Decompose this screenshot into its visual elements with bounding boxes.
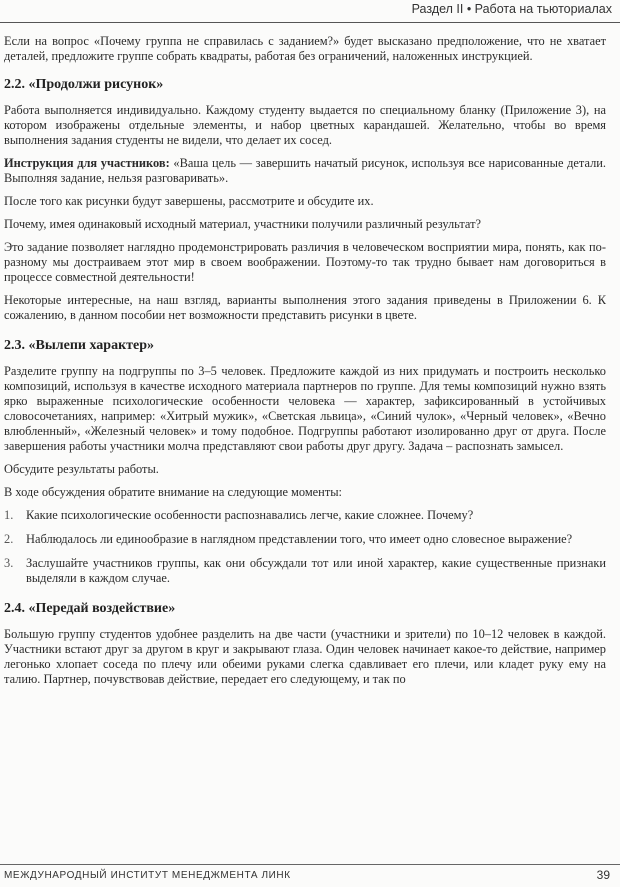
section-2-2-heading: 2.2. «Продолжи рисунок» — [4, 77, 164, 92]
page-header — [0, 0, 620, 23]
list-item — [4, 556, 606, 586]
section-2-3-paragraph-3: В ходе обсуждения обратите внимание на следующие моменты: — [4, 485, 343, 499]
instruction-text: «Ваша цель — завершить начатый рисунок, используя все нарисованные детали. Выполняя задание, нельзя разговаривать». — [4, 156, 606, 185]
section-2-2-paragraph-5: Некоторые интересные, на наш взгляд, варианты выполнения этого задания приведены в Приложении 6. К сожалению, в данном пособии нет возможности представить рисунки в цвете. — [4, 293, 606, 322]
list-item-number: 2. — [4, 532, 14, 546]
section-2-3-paragraph-1: Разделите группу на подгруппы по 3–5 человек. Предложите каждой из них придумать и построить несколько композиций, используя в качестве исходного материала партнеров по группе. Для темы композиций нужно взять ярко выраженные психологические особенности человека — характер, зафиксированный в устойчивых словосочетаниях, например: «Хитрый мужик», «Светская львица», «Синий чулок», «Черный человек», «Вечно влюбленный», «Железный человек» и тому подобное. Подгруппы работают изолированно друг от друга. После завершения работы участники молча представляют свои работы друг другу. Задача – распознать замысел. — [4, 364, 606, 453]
section-2-2-instruction — [4, 156, 606, 186]
list-item-number: 1. — [4, 508, 14, 522]
page-content — [4, 34, 606, 695]
section-2-2-paragraph-4: Это задание позволяет наглядно продемонстрировать различия в человеческом восприятии мира, понять, как по-разному мы достраиваем этот мир в своем воображении. Поэтому-то так трудно бывает нам договориться в процессе совместной деятельности! — [4, 240, 606, 284]
section-2-2-paragraph-1: Работа выполняется индивидуально. Каждому студенту выдается по специальному бланку (Приложение 3), на котором изображены отдельные элементы, и набор цветных карандашей. Желательно, чтобы во время выполнения задания студенты не видели, что делает их сосед. — [4, 103, 606, 147]
list-item — [4, 532, 606, 547]
section-2-3-paragraph-2: Обсудите результаты работы. — [4, 462, 159, 476]
list-item-text: Заслушайте участников группы, как они обсуждали тот или иной характер, какие существенные признаки выделяли в каждом случае. — [26, 556, 606, 585]
section-2-4-heading: 2.4. «Передай воздействие» — [4, 601, 176, 616]
page-number: 39 — [596, 868, 610, 882]
list-item-text: Наблюдалось ли единообразие в наглядном представлении того, что имеет одно словесное выражение? — [26, 532, 573, 546]
page-footer — [0, 864, 620, 887]
running-title: Раздел II • Работа на тьюториалах — [411, 2, 612, 16]
list-item — [4, 508, 606, 523]
list-item-text: Какие психологические особенности распознавались легче, какие сложнее. Почему? — [26, 508, 474, 522]
list-item-number: 3. — [4, 556, 14, 570]
discussion-question-list — [4, 508, 606, 586]
section-2-2-paragraph-3: Почему, имея одинаковый исходный материал, участники получили различный результат? — [4, 217, 482, 231]
section-2-4-paragraph-1: Большую группу студентов удобнее разделить на две части (участники и зрители) по 10–12 человек в каждой. Участники встают друг за другом в круг и закрывают глаза. Один человек начинает какое-то действие, например легонько хлопает соседа по плечу или обеими руками слегка сдавливает его плечи, или кладет руку ему на талию. Партнер, почувствовав действие, передает его следующему, и так по — [4, 627, 606, 686]
instruction-label: Инструкция для участников: — [4, 156, 170, 170]
intro-paragraph: Если на вопрос «Почему группа не справилась с заданием?» будет высказано предположение, что не хватает деталей, предложите группе собрать квадраты, работая без ограничений, наложенных инструкцией. — [4, 34, 606, 63]
section-2-2-paragraph-2: После того как рисунки будут завершены, рассмотрите и обсудите их. — [4, 194, 374, 208]
publisher-name: МЕЖДУНАРОДНЫЙ ИНСТИТУТ МЕНЕДЖМЕНТА ЛИНК — [4, 870, 291, 881]
section-2-3-heading: 2.3. «Вылепи характер» — [4, 338, 155, 353]
